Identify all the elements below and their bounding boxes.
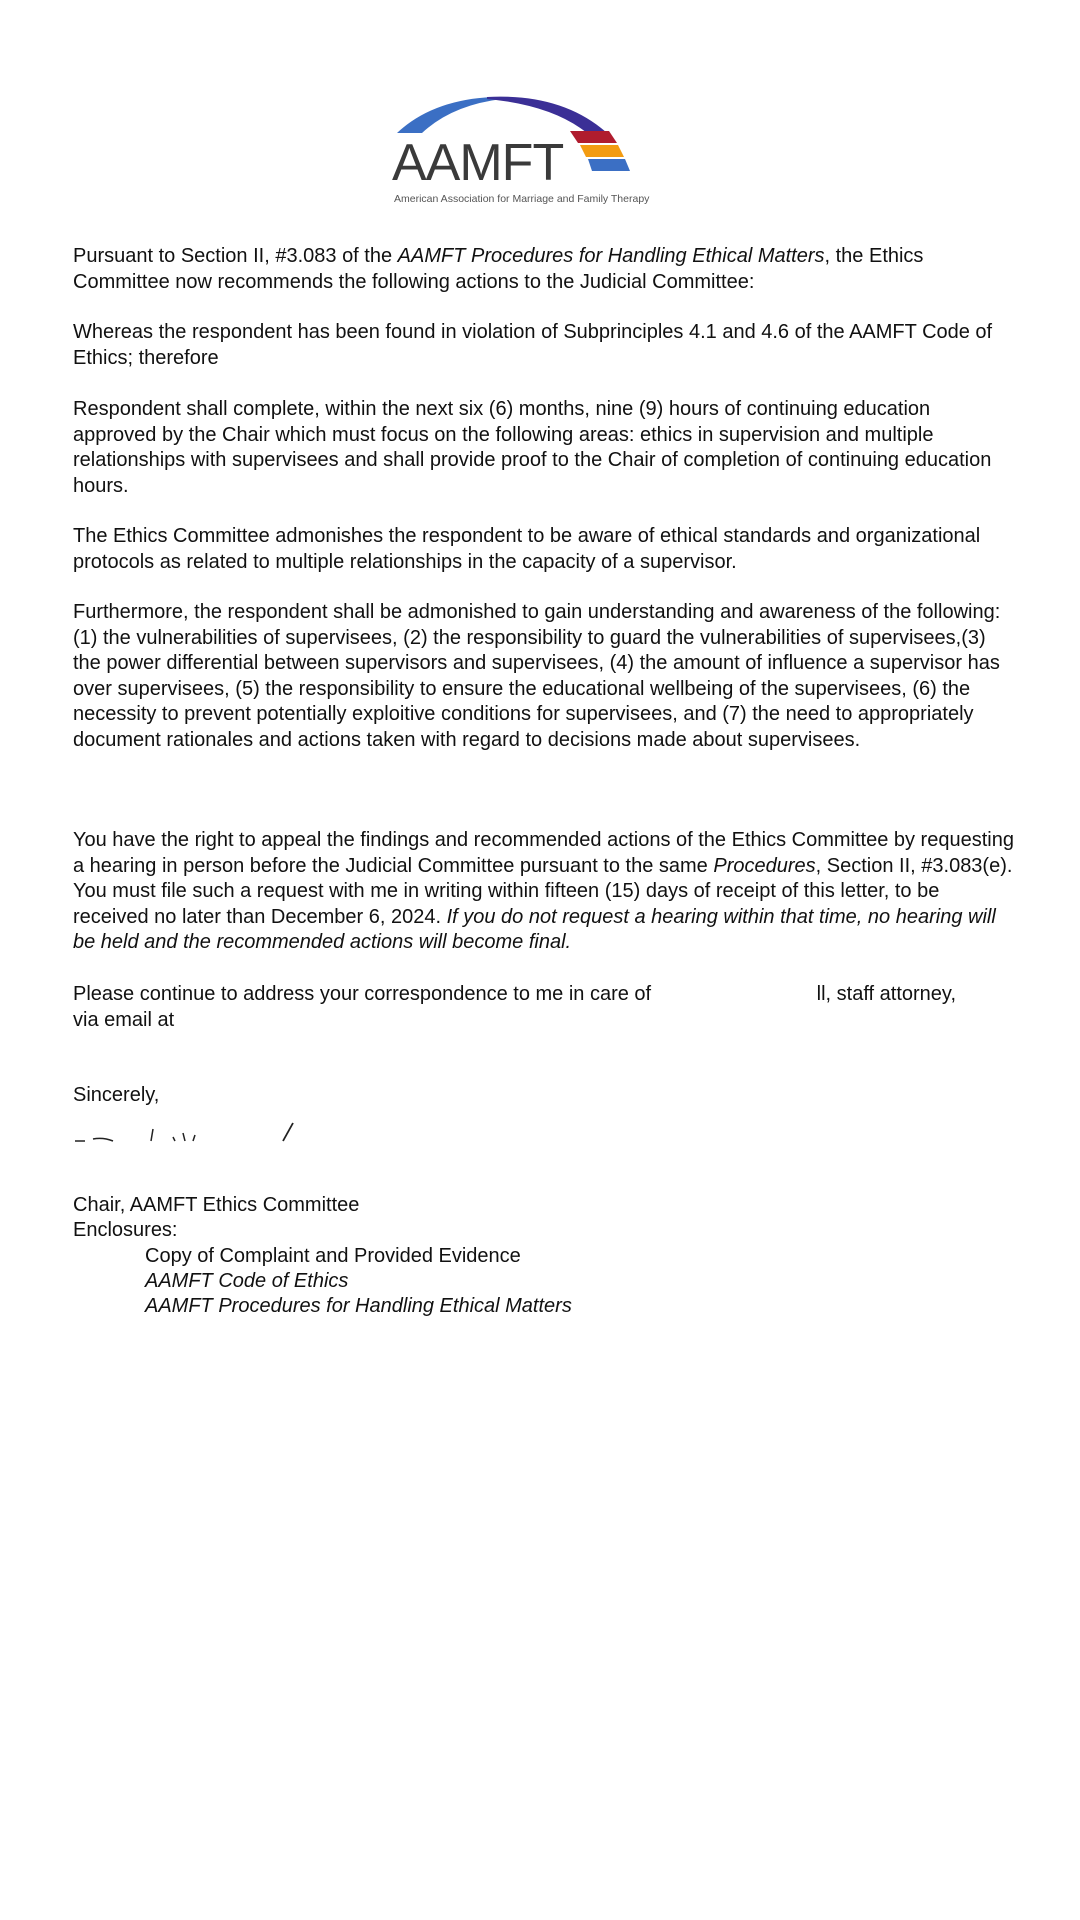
enclosure-item: AAMFT Code of Ethics bbox=[145, 1270, 349, 1292]
paragraph-appeal bbox=[73, 828, 1018, 956]
paragraph-correspondence bbox=[73, 982, 973, 1033]
procedures-title: AAMFT Procedures for Handling Ethical Matters bbox=[397, 245, 825, 267]
logo-wordmark: AAMFT bbox=[392, 134, 564, 192]
text: You have the right to appeal the findings and recommended actions of the Ethics Committee by requesting a hearing in person before the Judicial Committee pursuant to the same bbox=[73, 829, 1014, 877]
text: Pursuant to Section II, #3.083 of the bbox=[73, 245, 398, 267]
enclosures-label: Enclosures: bbox=[73, 1219, 178, 1241]
closing: Sincerely, bbox=[73, 1084, 160, 1106]
paragraph-furthermore: Furthermore, the respondent shall be admonished to gain understanding and awareness of the following: (1) the vulnerabilities of supervisees, (2) the responsibility to guard the vulnerabilities of supervisees,(3) the power differential between supervisors and supervisees, (4) the amount of influence a supervisor has over supervisees, (5) the responsibility to ensure the educational wellbeing of the supervisees, (6) the necessity to prevent potentially exploitive conditions for supervisees, and (7) the need to appropriately document rationales and actions taken with regard to decisions made about supervisees. bbox=[73, 601, 1001, 751]
aamft-logo bbox=[392, 95, 672, 207]
enclosure-item: AAMFT Procedures for Handling Ethical Matters bbox=[145, 1295, 572, 1317]
paragraph-continuing-education: Respondent shall complete, within the next six (6) months, nine (9) hours of continuing education approved by the Chair which must focus on the following areas: ethics in supervision and multiple relationships with supervisees and shall provide proof to the Chair of completion of continuing education hours. bbox=[73, 398, 992, 497]
text: , Section II, #3.083(e). You must file such a request with me in writing within fifteen (15) days of receipt of this letter, to be received no later than December 6, 2024. bbox=[73, 854, 1013, 928]
enclosure-item: Copy of Complaint and Provided Evidence bbox=[145, 1245, 521, 1267]
signer-title: Chair, AAMFT Ethics Committee bbox=[73, 1194, 360, 1216]
logo-subtitle: American Association for Marriage and Family Therapy bbox=[394, 193, 650, 205]
procedures-ref: Procedures bbox=[713, 854, 816, 877]
text: , the Ethics Committee now recommends the following actions to the Judicial Committee: bbox=[73, 245, 924, 293]
paragraph-admonishment: The Ethics Committee admonishes the respondent to be aware of ethical standards and organizational protocols as related to multiple relationships in the capacity of a supervisor. bbox=[73, 525, 981, 573]
paragraph-pursuant bbox=[73, 244, 1018, 295]
paragraph-whereas: Whereas the respondent has been found in violation of Subprinciples 4.1 and 4.6 of the AAMFT Code of Ethics; therefore bbox=[73, 321, 993, 369]
deadline-warning: If you do not request a hearing within that time, no hearing will be held and the recommended actions will become final. bbox=[73, 905, 996, 953]
text: ll, staff attorney, via email at bbox=[73, 983, 956, 1031]
text: Please continue to address your correspondence to me in care of bbox=[73, 983, 657, 1005]
signature bbox=[73, 1115, 313, 1145]
